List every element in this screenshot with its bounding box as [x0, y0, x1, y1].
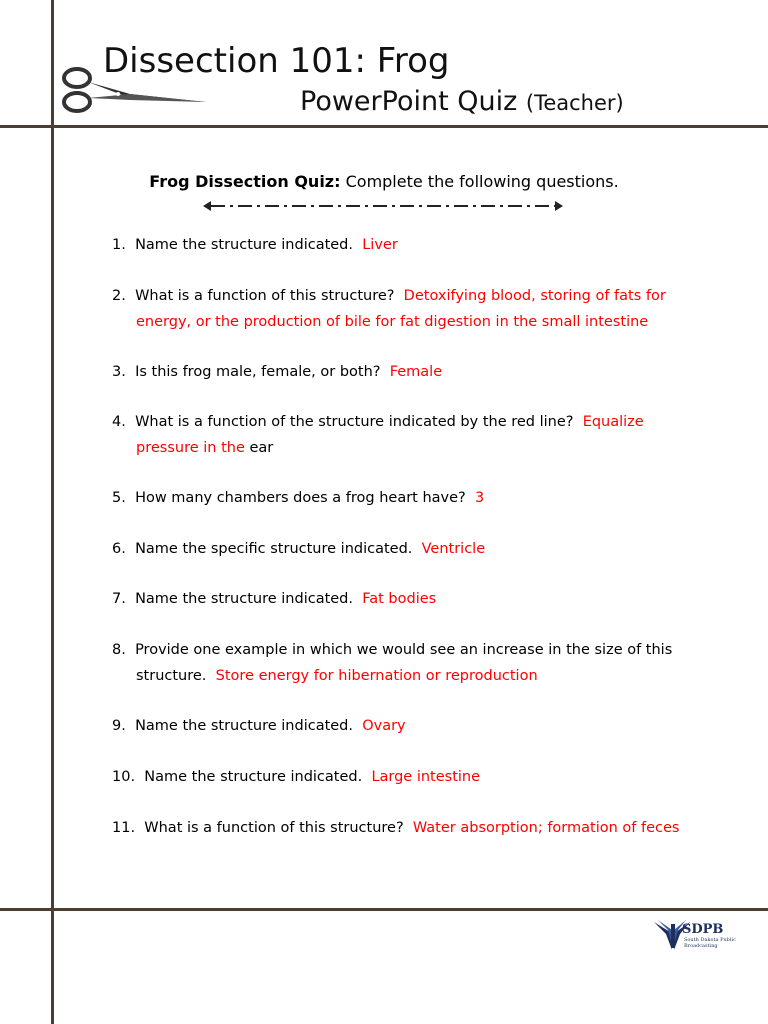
question-text: Name the specific structure indicated.: [135, 541, 413, 557]
question-5: [112, 485, 692, 511]
answer-text: Detoxifying blood, storing of fats for: [403, 288, 666, 304]
question-number: 2.: [112, 288, 126, 304]
question-8-cont: [112, 663, 716, 689]
question-3: [112, 359, 692, 385]
answer-text: energy, or the production of bile for fat digestion in the small intestine: [136, 314, 649, 330]
answer-text: Water absorption; formation of feces: [412, 820, 680, 836]
question-text: ear: [244, 440, 274, 456]
question-text: Name the structure indicated.: [135, 718, 353, 734]
answer-text: 3: [474, 490, 485, 506]
question-number: 7.: [112, 591, 126, 607]
question-text: What is a function of the structure indicated by the red line?: [135, 414, 574, 430]
question-text: Provide one example in which we would see an increase in the size of this: [135, 642, 673, 658]
question-text: structure.: [136, 668, 207, 684]
answer-text: pressure in the: [136, 440, 245, 456]
question-7: [112, 586, 692, 612]
question-9: [112, 713, 692, 739]
question-number: 3.: [112, 364, 126, 380]
answer-text: Fat bodies: [362, 591, 437, 607]
question-11: [112, 815, 692, 841]
question-number: 10.: [112, 769, 136, 785]
answer-text: Ovary: [362, 718, 406, 734]
question-text: Name the structure indicated.: [135, 591, 353, 607]
page-title: Dissection 101: Frog: [103, 41, 450, 81]
subtitle-text: PowerPoint Quiz: [300, 86, 518, 117]
question-4: [112, 409, 692, 435]
subtitle-role: (Teacher): [525, 91, 624, 115]
question-2-cont: [112, 309, 716, 335]
question-10: [112, 764, 692, 790]
question-number: 11.: [112, 820, 136, 836]
answer-text: Equalize: [582, 414, 644, 430]
question-number: 1.: [112, 237, 126, 253]
question-text: How many chambers does a frog heart have?: [135, 490, 466, 506]
question-number: 9.: [112, 718, 126, 734]
quiz-heading: [0, 172, 768, 191]
question-1: [112, 232, 692, 258]
answer-text: Female: [389, 364, 443, 380]
question-text: Is this frog male, female, or both?: [135, 364, 381, 380]
quiz-heading-rest: Complete the following questions.: [340, 172, 619, 191]
left-margin-rule: [51, 0, 54, 1024]
question-text: Name the structure indicated.: [144, 769, 363, 785]
answer-text: Store energy for hibernation or reproduction: [215, 668, 538, 684]
question-6: [112, 536, 692, 562]
double-arrow-divider: [203, 199, 563, 213]
question-4-cont: [112, 435, 716, 461]
page-subtitle: [300, 86, 624, 117]
question-8: [112, 637, 692, 663]
question-number: 6.: [112, 541, 126, 557]
question-number: 8.: [112, 642, 126, 658]
footer-rule: [0, 908, 768, 911]
answer-text: Liver: [362, 237, 398, 253]
question-text: What is a function of this structure?: [144, 820, 404, 836]
header-rule: [0, 125, 768, 128]
answer-text: Ventricle: [421, 541, 486, 557]
question-number: 5.: [112, 490, 126, 506]
question-text: Name the structure indicated.: [135, 237, 353, 253]
question-2: [112, 283, 692, 309]
logo-tagline: South Dakota Public Broadcasting: [684, 937, 736, 949]
answer-text: Large intestine: [371, 769, 481, 785]
question-text: What is a function of this structure?: [135, 288, 395, 304]
question-number: 4.: [112, 414, 126, 430]
quiz-heading-bold: Frog Dissection Quiz:: [149, 172, 341, 191]
logo-name: SDPB: [682, 922, 724, 937]
